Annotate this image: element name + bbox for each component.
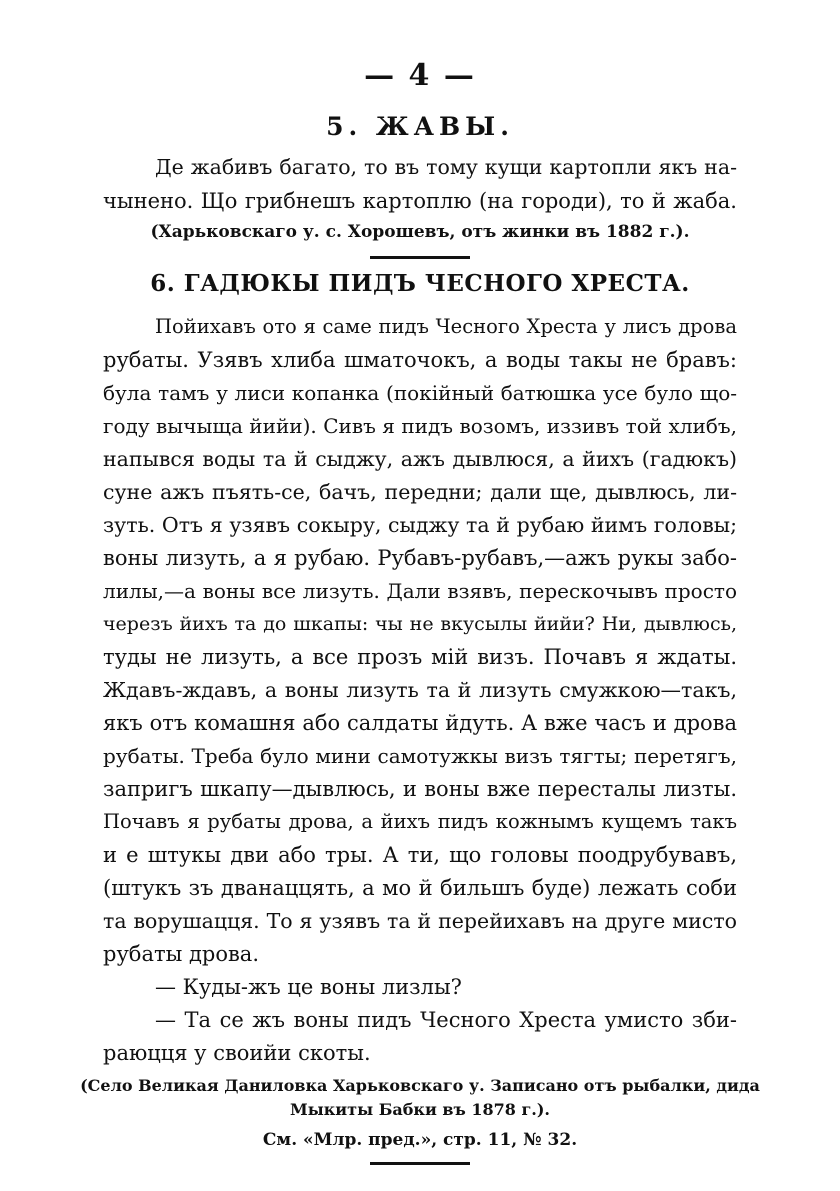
section-6-line: якъ отъ комашня або салдаты йдуть. А вже часъ и дрова (103, 711, 737, 735)
section-5-line: чынено. Що грибнешъ картоплю (на городи), то й жаба. (103, 189, 737, 213)
section-6-source: Мыкиты Бабки въ 1878 г.). (290, 1100, 550, 1119)
section-6-line: Почавъ я рубаты дрова, а йихъ пидъ кожнымъ кущемъ такъ (103, 810, 737, 833)
section-6-line: воны лизуть, а я рубаю. Рубавъ-рубавъ,—ажъ рукы забо- (103, 546, 737, 570)
section-6-line: туды не лизуть, а все прозъ мій визъ. Почавъ я ждаты. (103, 645, 737, 669)
section-6-line: запригъ шкапу—дывлюсь, и воны вже перестaлы лизты. (103, 777, 737, 801)
section-6-line: напывся воды та й сыджу, ажъ дывлюся, а йихъ (гадюкъ) (103, 447, 737, 471)
section-6-line: Ждавъ-ждавъ, а воны лизуть та й лизуть смужкою—такъ, (103, 678, 737, 702)
section-6-line: суне ажъ пъять-се, бачъ, передни; дали ще, дывлюсь, ли- (103, 480, 737, 504)
page-number: — 4 — (364, 58, 476, 93)
dialogue-line: раюцця у своийи скоты. (103, 1041, 371, 1065)
dialogue-line: — Та се жъ воны пидъ Чесного Хреста умисто зби- (155, 1008, 737, 1032)
section-6-line: рубаты. Узявъ хлиба шматочокъ, а воды такы не бравъ: (103, 348, 737, 372)
dialogue-line: — Куды-жъ це воны лизлы? (155, 975, 462, 999)
section-6-line: зуть. Отъ я узявъ сокыру, сыджу та й рубаю йимъ головы; (103, 513, 737, 537)
section-6-line: Пойихавъ ото я саме пидъ Чесного Хреста у лисъ дрова (155, 315, 737, 338)
section-divider (370, 256, 470, 259)
section-6-line: рубаты дрова. (103, 942, 260, 966)
reference-note: См. «Млр. пред.», стр. 11, № 32. (262, 1130, 578, 1150)
section-5-title: 5. ЖАВЫ. (326, 112, 514, 141)
section-divider (370, 1162, 470, 1165)
section-5-line: Де жабивъ багато, то въ тому кущи картопли якъ на- (155, 155, 737, 179)
section-6-line: году вычыща йийи). Сивъ я пидъ возомъ, иззивъ той хлибъ, (103, 414, 737, 438)
section-6-source: (Село Великая Даниловка Харьковскаго у. Записано отъ рыбалки, дида (80, 1076, 760, 1095)
section-6-line: та ворушацця. То я узявъ та й перейихавъ на друге мисто (103, 909, 737, 933)
section-6-line: и е штукы дви або тры. А ти, що головы поодрубувавъ, (103, 843, 737, 867)
section-6-line: (штукъ зъ дванаццять, а мо й бильшъ буде) лежать соби (103, 876, 737, 900)
section-6-line: рубаты. Треба було мини самотужкы визъ тягты; перетягъ, (103, 744, 737, 768)
section-6-line: черезъ йихъ та до шкапы: чы не вкусылы йийи? Ни, дывлюсь, (103, 613, 737, 635)
section-5-source: (Харьковскаго у. с. Хорошевъ, отъ жинки въ 1882 г.). (150, 222, 690, 242)
section-6-title: 6. ГАДЮКЫ ПИДЪ ЧЕСНОГО ХРЕСТА. (150, 270, 690, 297)
section-6-line: лилы,—а воны все лизуть. Дали взявъ, перескочывъ просто (103, 579, 737, 603)
section-6-line: була тамъ у лиси копанка (покійный батюшка усе було що- (103, 381, 737, 405)
